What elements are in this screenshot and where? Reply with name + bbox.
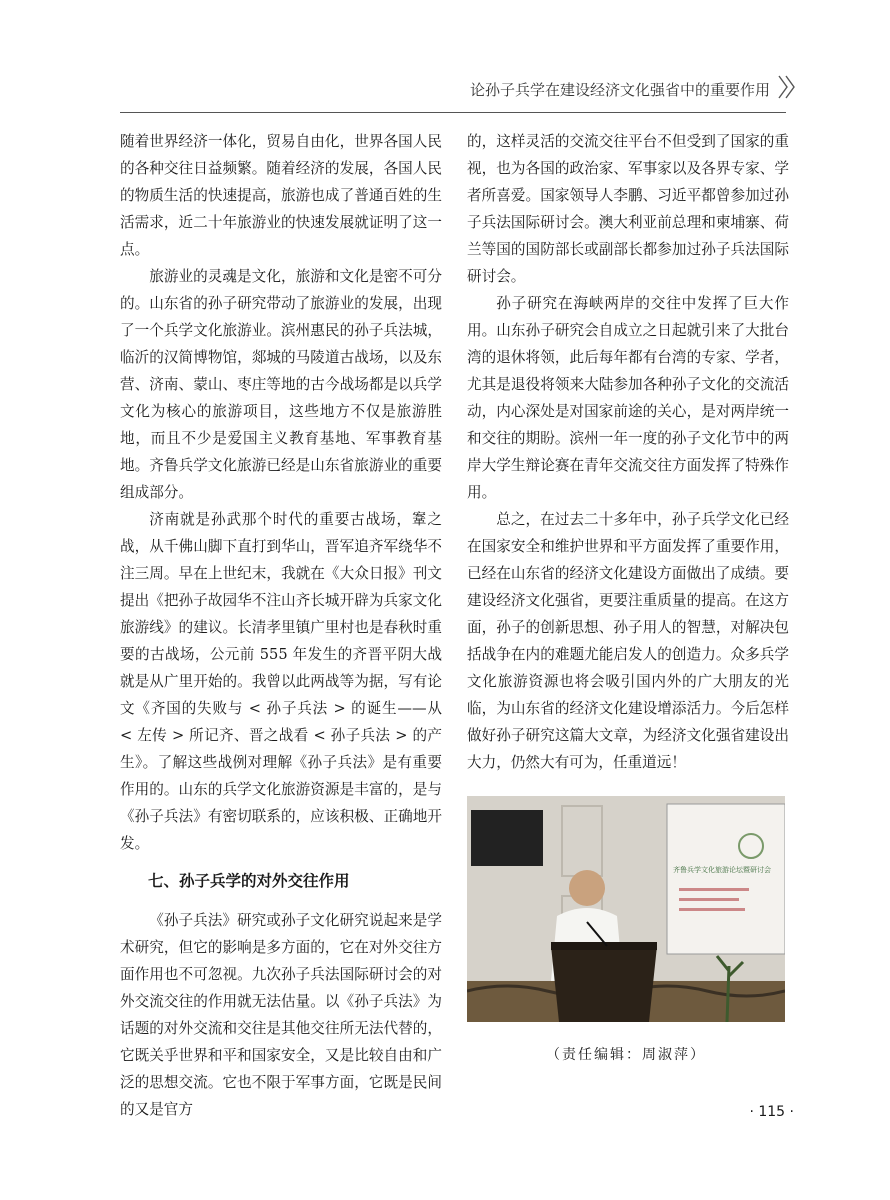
screen-title: 齐鲁兵学文化旅游论坛暨研讨会	[673, 866, 771, 874]
paragraph: 孙子研究在海峡两岸的交往中发挥了巨大作用。山东孙子研究会自成立之日起就引来了大批台湾的退休将领，此后每年都有台湾的专家、学者，尤其是退役将领来大陆参加各种孙子文化的交流活动，内心深处是对国家前途的关心，是对两岸统一和交往的期盼。滨州一年一度的孙子文化节中的两岸大学生辩论赛在青年交流交往方面发挥了特殊作用。	[467, 295, 789, 501]
paragraph: 旅游业的灵魂是文化，旅游和文化是密不可分的。山东省的孙子研究带动了旅游业的发展，出现了一个兵学文化旅游业。滨州惠民的孙子兵法城，临沂的汉简博物馆，郯城的马陵道古战场，以及东营、济南、蒙山、枣庄等地的古今战场都是以兵学文化为核心的旅游项目，这些地方不仅是旅游胜地，而且不少是爱国主义教育基地、军事教育基地。齐鲁兵学文化旅游已经是山东省旅游业的重要组成部分。	[120, 268, 442, 501]
editor-caption: （责任编辑：周淑萍）	[546, 1047, 706, 1063]
paragraph: 《孙子兵法》研究或孙子文化研究说起来是学术研究，但它的影响是多方面的，它在对外交往方面作用也不可忽视。九次孙子兵法国际研讨会的对外交流交往的作用就无法估量。以《孙子兵法》为话题的对外交流和交往是其他交往所无法代替的，它既关乎世界和平和国家安全，又是比较自由和广泛的思想交流。它也不限于军事方面，它既是民间的又是官方	[120, 912, 442, 1118]
section-heading: 七、孙子兵学的对外交往作用	[148, 872, 350, 890]
running-title: 论孙子兵学在建设经济文化强省中的重要作用	[469, 80, 770, 99]
right-column	[467, 128, 789, 776]
page-number: · 115 ·	[749, 1104, 794, 1120]
running-header	[470, 74, 798, 104]
paragraph: 的，这样灵活的交流交往平台不但受到了国家的重视，也为各国的政治家、军事家以及各界专家、学者所喜爱。国家领导人李鹏、习近平都曾参加过孙子兵法国际研讨会。澳大利亚前总理和柬埔寨、荷兰等国的国防部长或副部长都参加过孙子兵法国际研讨会。	[467, 133, 789, 285]
chevron-double-right-icon	[776, 74, 798, 104]
left-column	[120, 128, 442, 1123]
paragraph: 济南就是孙武那个时代的重要古战场，鞌之战，从千佛山脚下直打到华山，晋军追齐军绕华不注三周。早在上世纪末，我就在《大众日报》刊文提出《把孙子故园华不注山齐长城开辟为兵家文化旅游线》的建议。长清孝里镇广里村也是春秋时重要的古战场，公元前 555 年发生的齐晋平阴大战就是从广里开始的。我曾以此两战等为据，写有论文《齐国的失败与 < 孙子兵法 > 的诞生——从 < 左传 > 所记齐、晋之战看 < 孙子兵法 > 的产生》。了解这些战例对理解《孙子兵法》是有重要作用的。山东的兵学文化旅游资源是丰富的，是与《孙子兵法》有密切联系的，应该积极、正确地开发。	[120, 511, 442, 852]
paragraph: 随着世界经济一体化，贸易自由化，世界各国人民的各种交往日益频繁。随着经济的发展，各国人民的物质生活的快速提高，旅游也成了普通百姓的生活需求，近二十年旅游业的快速发展就证明了这一点。	[120, 133, 442, 258]
conference-photo	[467, 796, 785, 1022]
paragraph: 总之，在过去二十多年中，孙子兵学文化已经在国家安全和维护世界和平方面发挥了重要作用，已经在山东省的经济文化建设方面做出了成绩。要建设经济文化强省，更要注重质量的提高。在这方面，孙子的创新思想、孙子用人的智慧，对解决包括战争在内的难题尤能启发人的创造力。众多兵学文化旅游资源也将会吸引国内外的广大朋友的光临，为山东省的经济文化建设增添活力。今后怎样做好孙子研究这篇大文章，为经济文化强省建设出大力，仍然大有可为，任重道远！	[467, 511, 789, 771]
header-rule	[120, 112, 786, 113]
